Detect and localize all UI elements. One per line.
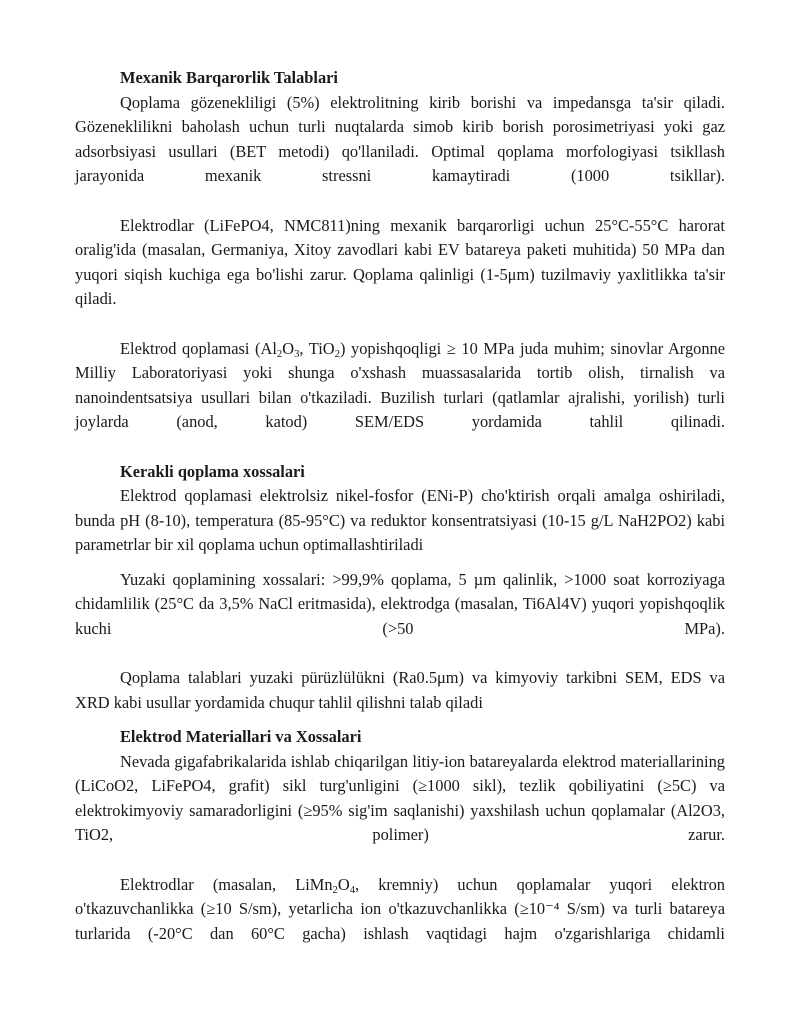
paragraph-electrode-stability: Elektrodlar (LiFePO4, NMC811)ning mexanik barqarorligi uchun 25°C-55°C harorat oralig'ida (masalan, Germaniya, Xitoy zavodlari kabi EV batareya paketi muhitida) 50 MPa dan yuqori siqish kuchiga ega bo'lishi zarur. Qoplama qalinligi (1-5μm) tuzilmaviy yaxlitlikka ta'sir qiladi. — [75, 215, 725, 308]
paragraph-conductivity: Elektrodlar (masalan, $LiMn_2O_4$, kremniy) uchun qoplamalar yuqori elektron o'tkazuvchanlikka (≥10 S/sm), yetarlicha ion o'tkazuvchanlikka (≥10⁻⁴ S/sm) va turli batareya turlarida (-20°C dan 60°C gacha) ishlash vaqtidagi hajm o'zgarishlariga chidamli — [75, 874, 725, 943]
section-heading-electrode-materials: Elektrod Materiallari va Xossalari — [120, 727, 362, 746]
paragraph-adhesion: Elektrod qoplamasi ($Al_2O_3$, TiO$_2$) yopishqoqligi ≥ 10 MPa juda muhim; sinovlar Argonne Milliy Laboratoriyasi yoki shunga o'xshash muassasalarida tortib olish, tirnalish va nanoindentsatsiya usullari bilan o'tkaziladi. Buzilish turlari (qatlamlar ajralishi, yorilish) turli joylarda (anod, katod) SEM/EDS yordamida tahlil qilinadi. — [75, 338, 726, 431]
document-page — [75, 66, 725, 946]
paragraph-surface-properties: Yuzaki qoplamining xossalari: >99,9% qoplama, 5 µm qalinlik, >1000 soat korroziyaga chidamlilik (25°C da 3,5% NaCl eritmasida), elektrodga (masalan, Ti6Al4V) yuqori yopishqoqlik kuchi (>50 MPa). — [75, 569, 725, 638]
paragraph-porosity: Qoplama gözenekliligi (5%) elektrolitning kirib borishi va impedansga ta'sir qiladi. Gözeneklilikni baholash uchun turli nuqtalarda simob kirib borish porosimetriyasi yoki gaz adsorbsiyasi usullari (BET metodi) qo'llaniladi. Optimal qoplama morfologiyasi tsikllash jarayonida mexanik stressni kamaytiradi (1000 tsikllar). — [75, 92, 725, 185]
paragraph-coating-requirements: Qoplama talablari yuzaki pürüzlülükni (Ra0.5μm) va kimyoviy tarkibni SEM, EDS va XRD kabi usullar yordamida chuqur tahlil qilishni talab qiladi — [75, 668, 725, 712]
paragraph-eni-p-deposition: Elektrod qoplamasi elektrolsiz nikel-fosfor (ENi-P) cho'ktirish orqali amalga oshiriladi, bunda pH (8-10), temperatura (85-95°C) va reduktor konsentratsiyasi (10-15 g/L NaH2PO2) kabi parametrlar bir xil qoplama uchun optimallashtiriladi — [75, 486, 725, 554]
section-heading-mechanical-stability: Mexanik Barqarorlik Talablari — [120, 68, 338, 87]
paragraph-nevada-gigafactories: Nevada gigafabrikalarida ishlab chiqarilgan litiy-ion batareyalarda elektrod materiallarining (LiCoO2, LiFePO4, grafit) sikl turg'unligini (≥1000 sikl), tezlik qobiliyatini (≥5C) va elektrokimyoviy samaradorligini (≥95% sig'im saqlanishi) yaxshilash uchun qoplamalar (Al2O3, TiO2, polimer) zarur. — [75, 751, 725, 844]
section-heading-coating-properties: Kerakli qoplama xossalari — [120, 461, 305, 481]
